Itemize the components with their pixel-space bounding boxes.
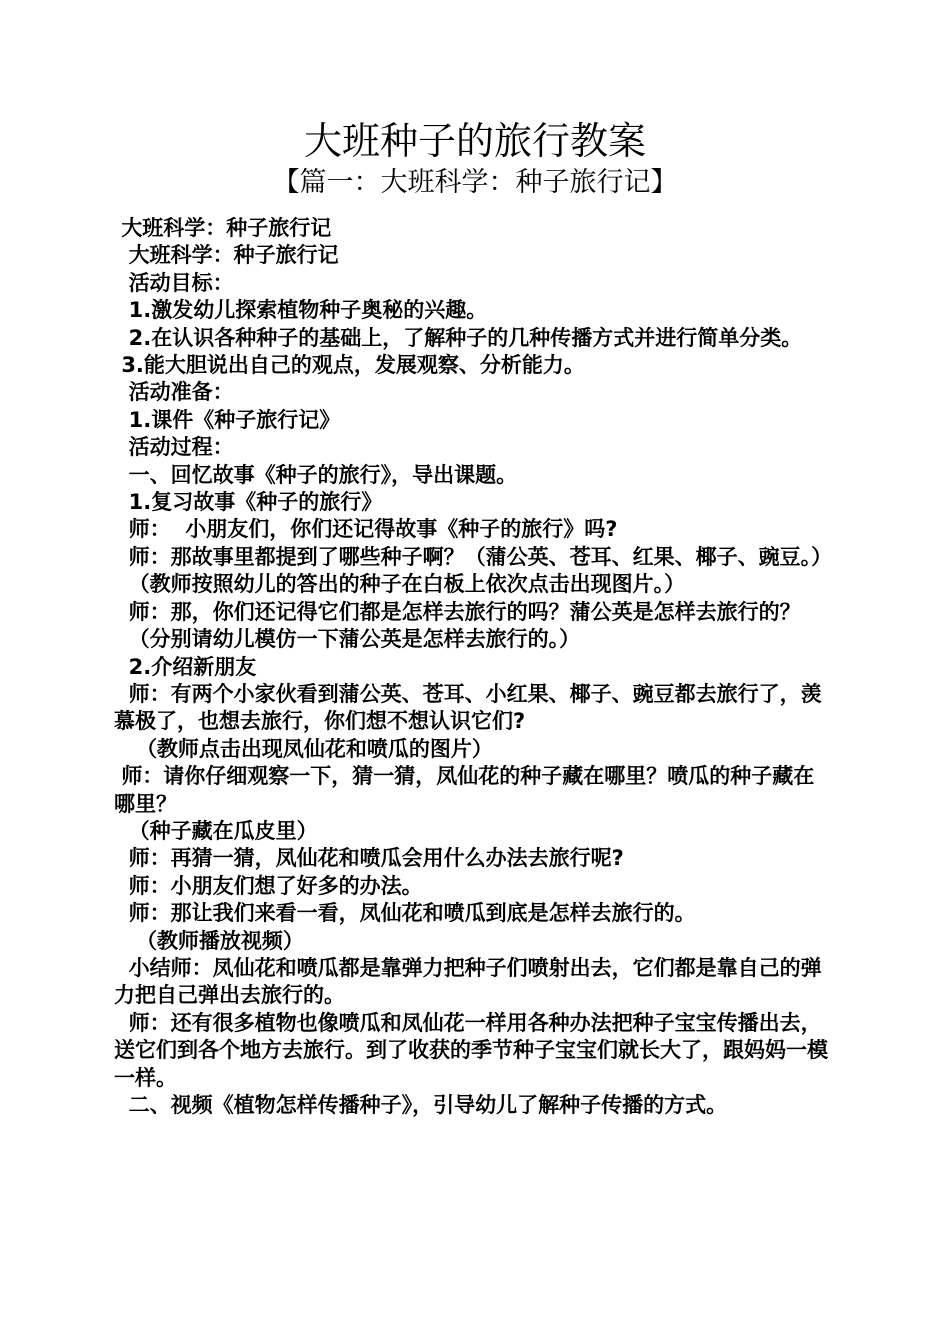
body-paragraph: 二、视频《植物怎样传播种子》，引导幼儿了解种子传播的方式。	[114, 1093, 728, 1117]
body-paragraph: 师：小朋友们想了好多的办法。	[114, 873, 423, 898]
document-body	[114, 215, 834, 1119]
body-paragraph: 小结师：凤仙花和喷瓜都是靠弹力把种子们喷射出去，它们都是靠自己的弹力把自己弹出去旅行的。	[114, 955, 822, 1008]
body-paragraph: 活动准备：	[114, 380, 234, 405]
body-paragraph: 师：还有很多植物也像喷瓜和凤仙花一样用各种办法把种子宝宝传播出去，送它们到各个地方去旅行。到了收获的季节种子宝宝们就长大了，跟妈妈一模一样。	[114, 1010, 828, 1090]
body-paragraph: 师：那故事里都提到了哪些种子啊？（蒲公英、苍耳、红果、椰子、豌豆。）	[114, 544, 833, 569]
document-title: 大班种子的旅行教案	[303, 119, 646, 163]
body-paragraph: （分别请幼儿模仿一下蒲公英是怎样去旅行的。）	[114, 627, 581, 652]
body-paragraph: 一、回忆故事《种子的旅行》，导出课题。	[114, 462, 518, 487]
body-paragraph: 2.介绍新朋友	[114, 654, 257, 679]
body-paragraph: 大班科学：种子旅行记	[114, 243, 339, 268]
body-paragraph: 师：请你仔细观察一下，猜一猜，凤仙花的种子藏在哪里？喷瓜的种子藏在哪里？	[114, 764, 815, 816]
body-paragraph: 3.能大胆说出自己的观点，发展观察、分析能力。	[114, 353, 585, 378]
body-paragraph: 师：有两个小家伙看到蒲公英、苍耳、小红果、椰子、豌豆都去旅行了，羡慕极了，也想去旅行，你们想不想认识它们?	[114, 681, 822, 734]
body-paragraph: 1.复习故事《种子的旅行》	[114, 490, 383, 515]
body-paragraph: 师：那让我们来看一看，凤仙花和喷瓜到底是怎样去旅行的。	[114, 901, 696, 926]
body-paragraph: 活动过程：	[114, 435, 234, 460]
body-paragraph: （教师按照幼儿的答出的种子在白板上依次点击出现图片。）	[114, 572, 686, 597]
body-paragraph: 师：那，你们还记得它们都是怎样去旅行的吗？蒲公英是怎样去旅行的？	[114, 599, 801, 624]
body-paragraph: （教师播放视频）	[114, 928, 304, 953]
body-paragraph: 师：再猜一猜，凤仙花和喷瓜会用什么办法去旅行呢?	[114, 846, 624, 871]
body-paragraph: （教师点击出现凤仙花和喷瓜的图片）	[114, 736, 493, 761]
body-paragraph: 1.激发幼儿探索植物种子奥秘的兴趣。	[114, 298, 488, 323]
body-paragraph: 师： 小朋友们，你们还记得故事《种子的旅行》吗?	[114, 517, 618, 542]
body-paragraph: （种子藏在瓜皮里）	[114, 818, 318, 843]
body-paragraph: 1.课件《种子旅行记》	[114, 407, 341, 432]
body-paragraph: 活动目标：	[114, 270, 234, 295]
document-subtitle: 【篇一：大班科学：种子旅行记】	[272, 167, 678, 198]
body-paragraph: 大班科学：种子旅行记	[114, 216, 332, 240]
body-paragraph: 2.在认识各种种子的基础上，了解种子的几种传播方式并进行简单分类。	[114, 325, 803, 350]
